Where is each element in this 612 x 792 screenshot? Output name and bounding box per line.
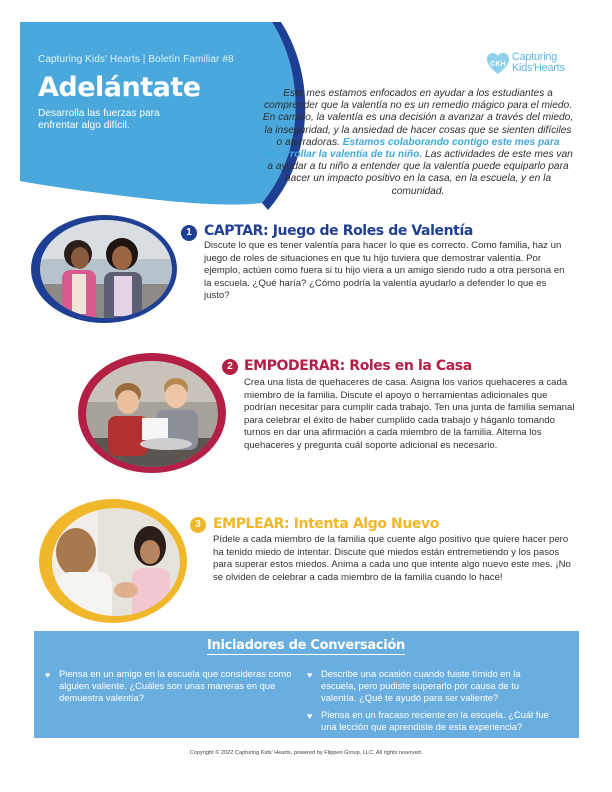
section-1-number-badge: 1 [181,225,197,241]
page-title: Adelántate [38,72,201,103]
intro-highlight: Estamos colaborando contigo este mes para desarrollar la valentía de tu niño. [263,136,560,161]
section-2-heading: EMPODERAR: Roles en la Casa [244,358,472,374]
section-3-heading: EMPLEAR: Intenta Algo Nuevo [213,516,439,532]
copyright-footer: Copyright © 2022 Capturing Kids' Hearts, powered by Flippen Group, LLC. All rights reserved. [189,750,423,756]
photo-mother-daughter [38,498,188,624]
logo-text: Capturing Kids'Hearts [512,51,565,74]
heart-bullet-icon: ♥ [45,670,51,680]
starter-item: ♥ Piensa en un fracaso reciente en la escuela. ¿Cuál fue una lección que aprendiste de esta experiencia? [307,709,549,732]
photo-girls-walking [30,214,180,324]
section-1-heading: CAPTAR: Juego de Roles de Valentía [204,223,473,239]
heart-bullet-icon: ♥ [307,711,313,721]
starter-item: ♥ Describe una ocasión cuando fuiste tímido en la escuela, pero pudiste superarlo por causa de tu valentía. ¿Qué te ayudó para ser valiente? [307,668,521,703]
section-3-number-badge: 3 [190,517,206,533]
section-2-body: Crea una lista de quehaceres de casa. Asigna los varios quehaceres a cada miembro de la familia. Discute el apoyo o herramientas adicionales que podrían necesitar para cumplir cada trabajo. Ten una junta de familia semanal para celebrar el éxito de haber cumplido cada trabajo y háganlo tomando turnos en dar una afirmación a cada miembro de la familia. Alterna los quehaceres y pregunta cuál soporte adicional es necesario. [244,377,575,451]
newsletter-series-label: Capturing Kids' Hearts | Boletín Familiar #8 [38,54,234,65]
heart-bullet-icon: ♥ [307,670,313,680]
conversation-starters-title: Iniciadores de Conversación [206,638,406,653]
starter-item: ♥ Piensa en un amigo en la escuela que consideras como alguien valiente. ¿Cuáles son unas maneras en que demuestra valentía? [45,668,292,703]
svg-text:CKH: CKH [490,61,506,68]
photo-boys-chores [76,352,228,474]
section-3-body: Pídele a cada miembro de la familia que cuente algo positivo que quiere hacer pero ha tenido miedo de intentar. Discute qué miedos están entremetiendo y los pasos para superar estos miedos. Anima a cada uno que intente algo nuevo este mes. ¡No se olviden de celebrar a cada miembro de la familia cuando lo hace! [213,534,571,583]
section-2-number-badge: 2 [222,359,238,375]
section-1-body: Discute lo que es tener valentía para hacer lo que es correcto. Como familia, haz un juego de roles de situaciones en que tu hijo tuviera que demostrar valentía. Por ejemplo, actúen como fuera si tu hijo viera a un amigo siendo rudo a otra persona en la escuela. ¿Qué haría? ¿Cómo podría la valentía ayudarlo a defender lo que es justo? [204,240,565,301]
page-subtitle: Desarrolla las fuerzas para enfrentar algo difícil. [38,108,160,131]
intro-paragraph: Este mes estamos enfocados en ayudar a los estudiantes a comprender que la valentía no es un remedio mágico para el miedo. En cambio, la valentía es una decisión a avanzar a través del miedo, la inseguridad, y la ansiedad de hacer cosas que se sienten difíciles o aterradoras. Estamos colaborando contigo este mes para desarrollar la valentía de tu niño. Las actividades de este mes van a ayudar a tu niño a entender que la valentía puede equiparlo para hacer un impacto positivo en la casa, en la escuela, y en la comunidad. [262,88,574,197]
